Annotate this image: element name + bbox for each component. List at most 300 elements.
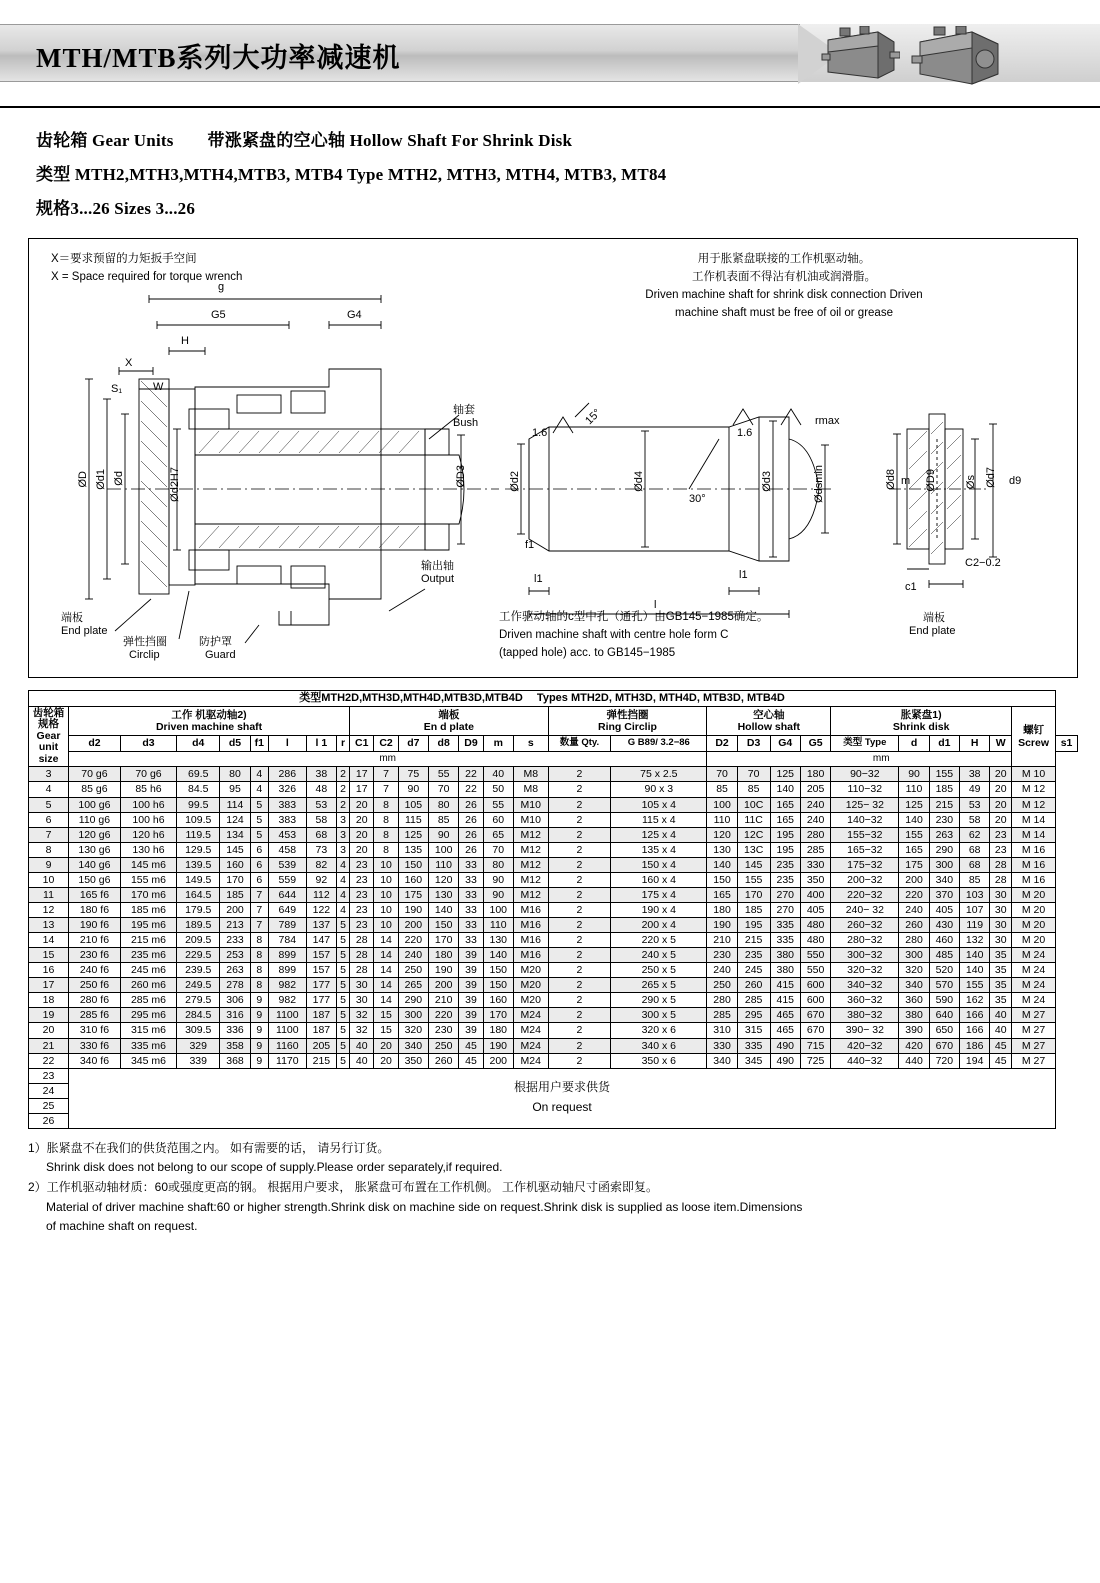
cell-H: 103 (960, 887, 990, 902)
cell-qty: 2 (548, 978, 611, 993)
cell-d5: 278 (220, 978, 250, 993)
cell-d4: 189.5 (177, 918, 220, 933)
label-bush-cn: 轴套 (453, 404, 475, 416)
cell-l1: 48 (306, 782, 336, 797)
cell-s1: M 24 (1012, 948, 1056, 963)
col-D9: D9 (459, 735, 483, 751)
cell-gear-unit-size: 26 (29, 1113, 69, 1128)
cell-D3: 285 (737, 993, 770, 1008)
cell-s: M10 (513, 812, 548, 827)
table-row (29, 842, 1078, 857)
cell-D2: 110 (707, 812, 737, 827)
cell-l: 1100 (268, 1023, 306, 1038)
cell-d4: 129.5 (177, 842, 220, 857)
cell-gear-unit-size: 15 (29, 948, 69, 963)
cell-H: 119 (960, 918, 990, 933)
cell-C2: 14 (374, 948, 398, 963)
cell-W: 40 (990, 1008, 1012, 1023)
cell-d7: 115 (398, 812, 428, 827)
cell-gear-unit-size: 16 (29, 963, 69, 978)
cell-l1: 157 (306, 963, 336, 978)
cell-m: 170 (483, 1008, 513, 1023)
cell-f1: 4 (250, 782, 268, 797)
col-l: l (268, 735, 306, 751)
col-s: s (513, 735, 548, 751)
note-centre-hole-cn: 工作驱动轴的c型中孔（通孔）由GB145−1985确定。 (499, 611, 769, 623)
cell-d7: 290 (398, 993, 428, 1008)
label-endplate-cn: 端板 (61, 612, 83, 624)
dim-label-d9: d9 (1009, 475, 1022, 487)
page-header (0, 0, 1100, 108)
cell-D2: 280 (707, 993, 737, 1008)
on-request-cell (69, 1068, 1056, 1128)
cell-s: M20 (513, 963, 548, 978)
cell-d4: 109.5 (177, 812, 220, 827)
cell-s1: M 27 (1012, 1023, 1056, 1038)
cell-d3: 235 m6 (120, 948, 176, 963)
cell-circlip: 290 x 5 (611, 993, 707, 1008)
cell-G5: 725 (800, 1053, 830, 1068)
table-row (29, 767, 1078, 782)
cell-d8: 230 (429, 1023, 459, 1038)
cell-G5: 550 (800, 963, 830, 978)
cell-C2: 10 (374, 918, 398, 933)
cell-G4: 465 (770, 1008, 800, 1023)
cell-l: 1100 (268, 1008, 306, 1023)
col-d2: d2 (69, 735, 121, 751)
cell-G4: 165 (770, 812, 800, 827)
cell-d3: 100 h6 (120, 812, 176, 827)
cell-type: 240− 32 (831, 902, 899, 917)
cell-H: 194 (960, 1053, 990, 1068)
col-d8: d8 (429, 735, 459, 751)
cell-d3: 85 h6 (120, 782, 176, 797)
cell-d3: 170 m6 (120, 887, 176, 902)
technical-drawing (28, 238, 1078, 678)
cell-d7: 265 (398, 978, 428, 993)
cell-d2: 250 f6 (69, 978, 121, 993)
cell-s1: M 20 (1012, 933, 1056, 948)
cell-D3: 260 (737, 978, 770, 993)
cell-C1: 28 (350, 948, 374, 963)
note-shrink-disk-cn1: 用于胀紧盘联接的工作机驱动轴。 (697, 253, 871, 265)
dim-label-f1: f1 (525, 539, 535, 551)
cell-d1: 290 (929, 842, 959, 857)
cell-D2: 340 (707, 1053, 737, 1068)
col-d7: d7 (398, 735, 428, 751)
cell-qty: 2 (548, 812, 611, 827)
table-row (29, 797, 1078, 812)
cell-d2: 190 f6 (69, 918, 121, 933)
table-row (29, 1053, 1078, 1068)
table-row (29, 782, 1078, 797)
cell-H: 132 (960, 933, 990, 948)
cell-d5: 316 (220, 1008, 250, 1023)
cell-D9: 39 (459, 1023, 483, 1038)
cell-type: 320−32 (831, 963, 899, 978)
cell-G4: 415 (770, 993, 800, 1008)
cell-G5: 350 (800, 872, 830, 887)
cell-W: 20 (990, 782, 1012, 797)
cell-gear-unit-size: 11 (29, 887, 69, 902)
table-row (29, 918, 1078, 933)
cell-d8: 250 (429, 1038, 459, 1053)
group-hollow-shaft-cn: 空心轴 (753, 708, 785, 721)
cell-D9: 39 (459, 963, 483, 978)
table-row (29, 857, 1078, 872)
cell-f1: 9 (250, 1023, 268, 1038)
cell-d2: 310 f6 (69, 1023, 121, 1038)
cell-r: 5 (337, 948, 350, 963)
col-H: H (960, 735, 990, 751)
dim-label-rmax: rmax (815, 415, 840, 427)
cell-d3: 245 m6 (120, 963, 176, 978)
table-row (29, 978, 1078, 993)
cell-D9: 45 (459, 1038, 483, 1053)
dim-label-H: H (181, 335, 189, 347)
cell-f1: 4 (250, 767, 268, 782)
cell-G5: 670 (800, 1023, 830, 1038)
label-circlip-cn: 弹性挡圈 (123, 636, 167, 648)
cell-C1: 30 (350, 978, 374, 993)
dim-label-dsmin: Ødsmin (813, 465, 825, 503)
gearbox-icon (820, 26, 900, 84)
cell-l: 789 (268, 918, 306, 933)
cell-d8: 170 (429, 933, 459, 948)
cell-s: M24 (513, 1008, 548, 1023)
cell-H: 166 (960, 1008, 990, 1023)
cell-circlip: 300 x 5 (611, 1008, 707, 1023)
cell-H: 140 (960, 948, 990, 963)
cell-r: 3 (337, 812, 350, 827)
cell-d3: 260 m6 (120, 978, 176, 993)
dim-label-l: l (654, 599, 657, 611)
dim-label-c1: c1 (905, 581, 917, 593)
cell-m: 60 (483, 812, 513, 827)
cell-G4: 335 (770, 933, 800, 948)
group-gear-unit-size-en: Gear unit size (36, 729, 61, 765)
cell-W: 35 (990, 963, 1012, 978)
dim-label-l1-left: l1 (534, 573, 543, 585)
title-line-3: 规格3...26 Sizes 3...26 (36, 199, 196, 218)
cell-type: 340−32 (831, 978, 899, 993)
cell-W: 23 (990, 842, 1012, 857)
cell-s: M10 (513, 797, 548, 812)
cell-d3: 285 m6 (120, 993, 176, 1008)
cell-D2: 210 (707, 933, 737, 948)
cell-d5: 170 (220, 872, 250, 887)
cell-d4: 229.5 (177, 948, 220, 963)
cell-H: 186 (960, 1038, 990, 1053)
cell-type: 140−32 (831, 812, 899, 827)
cell-D2: 310 (707, 1023, 737, 1038)
cell-l1: 92 (306, 872, 336, 887)
dim-label-D: ØD (77, 471, 89, 488)
table-row (29, 1038, 1078, 1053)
cell-D3: 345 (737, 1053, 770, 1068)
cell-G4: 380 (770, 963, 800, 978)
surface-finish-1: 1.6 (532, 427, 548, 439)
cell-circlip: 75 x 2.5 (611, 767, 707, 782)
table-row (29, 948, 1078, 963)
cell-type: 125− 32 (831, 797, 899, 812)
cell-G4: 140 (770, 782, 800, 797)
cell-d5: 358 (220, 1038, 250, 1053)
label-output-cn: 输出轴 (421, 560, 454, 572)
title-line-1 (36, 126, 1100, 151)
cell-W: 20 (990, 797, 1012, 812)
cell-D3: 315 (737, 1023, 770, 1038)
cell-d: 320 (899, 963, 929, 978)
cell-d8: 210 (429, 993, 459, 1008)
cell-d1: 650 (929, 1023, 959, 1038)
group-hollow-shaft-en: Hollow shaft (737, 720, 801, 733)
cell-d: 280 (899, 933, 929, 948)
note-torque-wrench-cn: X＝要求预留的力矩扳手空间 (51, 253, 197, 265)
table-row (29, 1008, 1078, 1023)
cell-l1: 122 (306, 902, 336, 917)
cell-l1: 187 (306, 1023, 336, 1038)
cell-s: M16 (513, 948, 548, 963)
cell-m: 65 (483, 827, 513, 842)
cell-l: 539 (268, 857, 306, 872)
cell-d4: 209.5 (177, 933, 220, 948)
cell-d: 340 (899, 978, 929, 993)
cell-C2: 8 (374, 812, 398, 827)
cell-D3: 13C (737, 842, 770, 857)
cell-d4: 179.5 (177, 902, 220, 917)
cell-G5: 480 (800, 918, 830, 933)
cell-d7: 200 (398, 918, 428, 933)
cell-C2: 14 (374, 933, 398, 948)
cell-f1: 8 (250, 978, 268, 993)
cell-D3: 335 (737, 1038, 770, 1053)
cell-type: 90−32 (831, 767, 899, 782)
cell-d4: 119.5 (177, 827, 220, 842)
cell-d1: 460 (929, 933, 959, 948)
group-circlip-cn: 弹性挡圈 (606, 708, 649, 721)
cell-D2: 85 (707, 782, 737, 797)
cell-d7: 90 (398, 782, 428, 797)
cell-circlip: 250 x 5 (611, 963, 707, 978)
cell-qty: 2 (548, 902, 611, 917)
cell-d5: 124 (220, 812, 250, 827)
cell-r: 3 (337, 842, 350, 857)
table-row (29, 933, 1078, 948)
table-row (29, 993, 1078, 1008)
cell-G4: 415 (770, 978, 800, 993)
cell-gear-unit-size: 3 (29, 767, 69, 782)
cell-gear-unit-size: 10 (29, 872, 69, 887)
cell-d5: 185 (220, 887, 250, 902)
dimensions-table-wrapper (28, 690, 1078, 1129)
cell-d7: 135 (398, 842, 428, 857)
col-G5: G5 (800, 735, 830, 751)
cell-d3: 120 h6 (120, 827, 176, 842)
cell-C1: 20 (350, 827, 374, 842)
cell-G5: 330 (800, 857, 830, 872)
title-line-2: 类型 MTH2,MTH3,MTH4,MTB3, MTB4 Type MTH2, MTH3, MTH4, MTB3, MT84 (36, 165, 667, 184)
cell-l: 453 (268, 827, 306, 842)
gearbox-icon (910, 26, 1010, 88)
group-hollow-shaft (707, 706, 831, 735)
dim-label-c2: C2−0.2 (965, 557, 1001, 569)
cell-C1: 23 (350, 902, 374, 917)
cell-s: M20 (513, 978, 548, 993)
cell-C1: 23 (350, 857, 374, 872)
cell-type: 220−32 (831, 887, 899, 902)
cell-d4: 139.5 (177, 857, 220, 872)
surface-finish-2: 1.6 (737, 427, 753, 439)
cell-d3: 295 m6 (120, 1008, 176, 1023)
note-shrink-disk-cn2: 工作机表面不得沾有机油或润滑脂。 (692, 271, 876, 283)
cell-m: 150 (483, 978, 513, 993)
cell-D9: 33 (459, 887, 483, 902)
cell-d4: 279.5 (177, 993, 220, 1008)
cell-d7: 105 (398, 797, 428, 812)
cell-D3: 145 (737, 857, 770, 872)
cell-gear-unit-size: 4 (29, 782, 69, 797)
cell-d5: 213 (220, 918, 250, 933)
cell-d: 110 (899, 782, 929, 797)
cell-d3: 345 m6 (120, 1053, 176, 1068)
cell-type: 360−32 (831, 993, 899, 1008)
table-row (29, 887, 1078, 902)
cell-circlip: 160 x 4 (611, 872, 707, 887)
cell-d8: 180 (429, 948, 459, 963)
cell-gear-unit-size: 17 (29, 978, 69, 993)
cell-G4: 465 (770, 1023, 800, 1038)
cell-m: 180 (483, 1023, 513, 1038)
cell-D3: 85 (737, 782, 770, 797)
cell-d: 420 (899, 1038, 929, 1053)
cell-s1: M 12 (1012, 782, 1056, 797)
cell-s1: M 12 (1012, 797, 1056, 812)
cell-G5: 405 (800, 902, 830, 917)
footnote-1-cn: 1）胀紧盘不在我们的供货范围之内。 如有需要的话， 请另行订货。 (28, 1140, 390, 1155)
cell-d: 175 (899, 857, 929, 872)
cell-d4: 339 (177, 1053, 220, 1068)
cell-W: 45 (990, 1053, 1012, 1068)
cell-H: 166 (960, 1023, 990, 1038)
cell-qty: 2 (548, 1008, 611, 1023)
cell-C2: 14 (374, 963, 398, 978)
cell-r: 5 (337, 978, 350, 993)
cell-gear-unit-size: 20 (29, 1023, 69, 1038)
cell-d7: 175 (398, 887, 428, 902)
cell-circlip: 175 x 4 (611, 887, 707, 902)
footnote-2-en-1: Material of driver machine shaft:60 or higher strength.Shrink disk on machine side on request.Shrink disk is supplied as loose item.Dimensions (46, 1199, 803, 1214)
note-shrink-disk-en2: machine shaft must be free of oil or grease (675, 307, 893, 319)
cell-H: 68 (960, 842, 990, 857)
note-centre-hole-en2: (tapped hole) acc. to GB145−1985 (499, 647, 676, 659)
cell-H: 49 (960, 782, 990, 797)
cell-d8: 90 (429, 827, 459, 842)
table-row (29, 827, 1078, 842)
cell-s: M12 (513, 842, 548, 857)
cell-d8: 130 (429, 887, 459, 902)
cell-d1: 590 (929, 993, 959, 1008)
dim-label-D9: ØD9 (925, 469, 937, 492)
page-title: MTH/MTB系列大功率减速机 (36, 43, 401, 73)
cell-G4: 165 (770, 797, 800, 812)
cell-gear-unit-size: 6 (29, 812, 69, 827)
col-d1: d1 (929, 735, 959, 751)
cell-qty: 2 (548, 1023, 611, 1038)
cell-f1: 7 (250, 902, 268, 917)
cell-d7: 320 (398, 1023, 428, 1038)
cell-C2: 8 (374, 797, 398, 812)
cell-d: 260 (899, 918, 929, 933)
label-guard-en: Guard (205, 649, 236, 661)
cell-C1: 23 (350, 872, 374, 887)
cell-gear-unit-size: 23 (29, 1068, 69, 1083)
dim-label-W: W (153, 381, 164, 393)
cell-W: 35 (990, 993, 1012, 1008)
cell-C2: 10 (374, 887, 398, 902)
cell-H: 162 (960, 993, 990, 1008)
cell-d1: 640 (929, 1008, 959, 1023)
cell-s: M16 (513, 902, 548, 917)
cell-d4: 164.5 (177, 887, 220, 902)
cell-H: 85 (960, 872, 990, 887)
cell-d5: 263 (220, 963, 250, 978)
cell-D3: 12C (737, 827, 770, 842)
dim-label-l1-right: l1 (739, 569, 748, 581)
cell-D9: 26 (459, 842, 483, 857)
col-C1: C1 (350, 735, 374, 751)
table-row (29, 963, 1078, 978)
cell-G4: 270 (770, 887, 800, 902)
cell-r: 5 (337, 918, 350, 933)
cell-s1: M 24 (1012, 993, 1056, 1008)
cell-s: M16 (513, 918, 548, 933)
cell-d7: 190 (398, 902, 428, 917)
cell-qty: 2 (548, 797, 611, 812)
group-gear-unit-size-cn: 齿轮箱规格 (32, 706, 65, 731)
cell-d4: 309.5 (177, 1023, 220, 1038)
cell-s: M8 (513, 767, 548, 782)
cell-d3: 335 m6 (120, 1038, 176, 1053)
cell-C2: 7 (374, 767, 398, 782)
cell-m: 150 (483, 963, 513, 978)
cell-gear-unit-size: 18 (29, 993, 69, 1008)
cell-f1: 9 (250, 1053, 268, 1068)
cell-W: 30 (990, 902, 1012, 917)
cell-d1: 185 (929, 782, 959, 797)
dim-label-d2-shaft: Ød2 (509, 471, 521, 492)
cell-r: 2 (337, 767, 350, 782)
cell-d5: 114 (220, 797, 250, 812)
cell-qty: 2 (548, 918, 611, 933)
cell-W: 28 (990, 872, 1012, 887)
cell-d7: 240 (398, 948, 428, 963)
col-l1: l 1 (306, 735, 336, 751)
cell-s1: M 20 (1012, 887, 1056, 902)
cell-s1: M 27 (1012, 1038, 1056, 1053)
cell-d: 360 (899, 993, 929, 1008)
cell-W: 23 (990, 827, 1012, 842)
group-end-plate-cn: 端板 (438, 708, 460, 721)
cell-gear-unit-size: 8 (29, 842, 69, 857)
group-end-plate (350, 706, 548, 735)
cell-G4: 270 (770, 902, 800, 917)
col-G4: G4 (770, 735, 800, 751)
cell-circlip: 320 x 6 (611, 1023, 707, 1038)
cell-d1: 570 (929, 978, 959, 993)
cell-D9: 39 (459, 978, 483, 993)
cell-C1: 20 (350, 797, 374, 812)
